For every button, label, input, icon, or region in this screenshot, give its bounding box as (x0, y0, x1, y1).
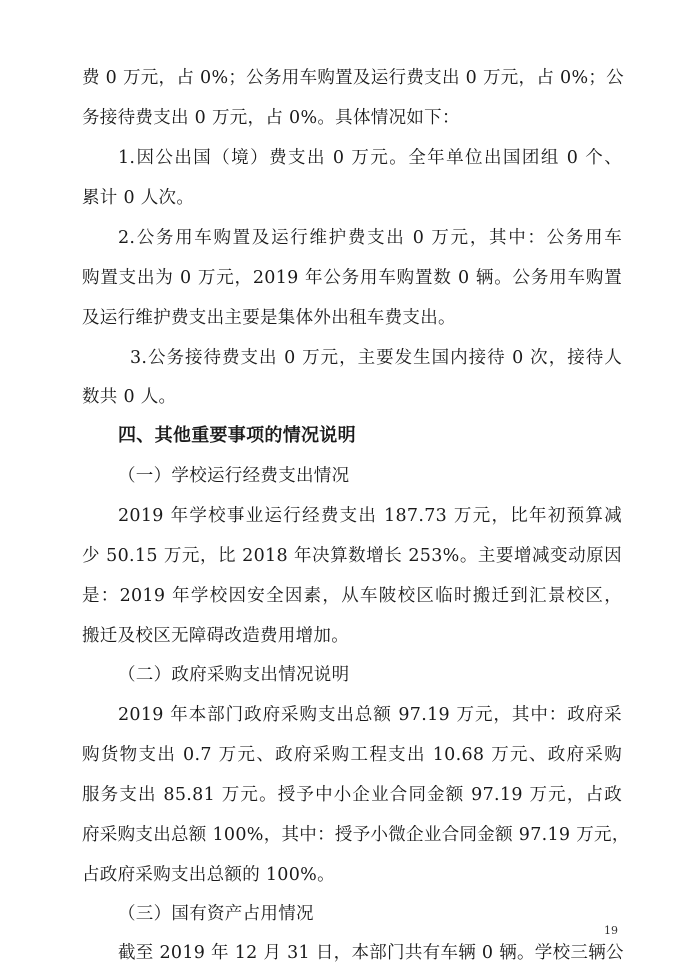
paragraph-line: 3.公务接待费支出 0 万元，主要发生国内接待 0 次，接待人 (130, 348, 622, 368)
paragraph-line: 购置支出为 0 万元，2019 年公务用车购置数 0 辆。公务用车购置 (82, 268, 622, 288)
paragraph-line: 2019 年本部门政府采购支出总额 97.19 万元，其中：政府采 (118, 705, 622, 725)
paragraph-line: 1.因公出国（境）费支出 0 万元。全年单位出国团组 0 个、 (118, 148, 622, 168)
paragraph-line: 府采购支出总额 100%，其中：授予小微企业合同金额 97.19 万元， (82, 825, 630, 845)
paragraph-line: 务接待费支出 0 万元，占 0%。具体情况如下： (82, 108, 460, 128)
subsection-heading: （二）政府采购支出情况说明 (118, 665, 350, 685)
section-heading: 四、其他重要事项的情况说明 (118, 425, 356, 446)
paragraph-line: 占政府采购支出总额的 100%。 (82, 865, 335, 885)
paragraph-line: 2.公务用车购置及运行维护费支出 0 万元，其中：公务用车 (118, 228, 622, 248)
paragraph-line: 服务支出 85.81 万元。授予中小企业合同金额 97.19 万元，占政 (82, 785, 622, 805)
page-number: 19 (604, 924, 618, 937)
paragraph-line: 购货物支出 0.7 万元、政府采购工程支出 10.68 万元、政府采购 (82, 745, 622, 765)
paragraph-line: 及运行维护费支出主要是集体外出租车费支出。 (82, 308, 456, 328)
paragraph-line: 2019 年学校事业运行经费支出 187.73 万元，比年初预算减 (118, 506, 622, 526)
subsection-heading: （三）国有资产占用情况 (118, 904, 314, 924)
paragraph-line: 少 50.15 万元，比 2018 年决算数增长 253%。主要增减变动原因 (82, 546, 622, 566)
paragraph-line: 费 0 万元，占 0%；公务用车购置及运行费支出 0 万元，占 0%；公 (82, 68, 624, 88)
subsection-heading: （一）学校运行经费支出情况 (118, 466, 350, 486)
paragraph-line: 截至 2019 年 12 月 31 日，本部门共有车辆 0 辆。学校三辆公 (118, 943, 624, 963)
paragraph-line: 数共 0 人。 (82, 387, 177, 407)
paragraph-line: 搬迁及校区无障碍改造费用增加。 (82, 626, 349, 646)
paragraph-line: 累计 0 人次。 (82, 188, 195, 208)
paragraph-line: 是：2019 年学校因安全因素，从车陂校区临时搬迁到汇景校区， (82, 586, 622, 606)
